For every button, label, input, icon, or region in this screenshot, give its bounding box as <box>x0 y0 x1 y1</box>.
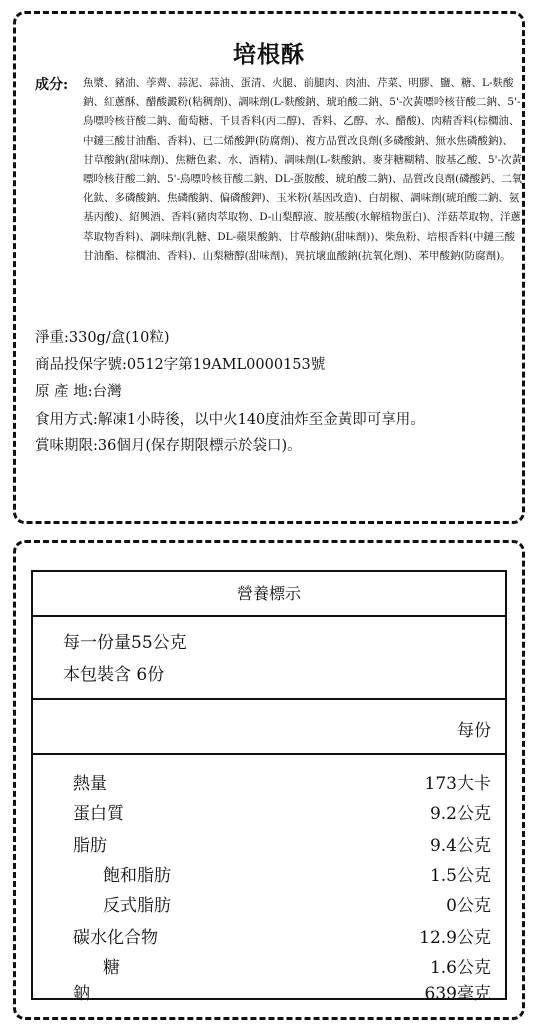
nutrient-value: 9.2公克 <box>429 804 491 824</box>
nutrient-value: 12.9公克 <box>419 928 491 948</box>
nutrient-row <box>33 979 505 1009</box>
nutrient-name: 糖 <box>103 958 120 978</box>
nutrient-row <box>33 891 505 921</box>
nutrient-name: 反式脂肪 <box>103 896 171 916</box>
product-title: 培根酥 <box>233 41 305 68</box>
serving-size: 每一份量55公克 <box>63 633 187 653</box>
nutrient-value: 173大卡 <box>424 774 491 794</box>
nutrient-name: 熱量 <box>73 774 107 794</box>
nutrient-row <box>33 831 505 861</box>
divider <box>33 753 505 755</box>
per-serving-header: 每份 <box>457 721 491 741</box>
license-number: 商品投保字號:0512字第19AML0000153號 <box>35 357 326 373</box>
nutrient-row <box>33 769 505 799</box>
nutrient-name: 飽和脂肪 <box>103 866 171 886</box>
nutrient-value: 9.4公克 <box>429 836 491 856</box>
origin: 原 產 地:台灣 <box>35 384 122 400</box>
nutrient-value: 1.5公克 <box>429 866 491 886</box>
nutrient-row <box>33 923 505 953</box>
servings-per-package: 本包裝含 6份 <box>63 665 165 685</box>
nutrition-title: 營養標示 <box>33 572 505 617</box>
net-weight: 淨重:330g/盒(10粒) <box>35 330 170 346</box>
nutrient-name: 蛋白質 <box>73 804 124 824</box>
ingredients-label: 成分: <box>35 77 69 93</box>
ingredients-text: 魚漿、豬油、荸薺、蒜泥、蒜油、蛋清、火腿、前腿肉、肉油、芹菜、明膠、鹽、糖、L-麩酸鈉、紅蔥酥、醋酸澱粉(粘稠劑)、調味劑(L-麩酸鈉、琥珀酸二鈉、5'-次黃嘌呤核苷酸二鈉、5'-鳥嘌呤核苷酸二鈉、葡萄糖、千貝香料(丙二醇)、香料、乙醇、水、醋酸)、肉精香料(棕櫚油、中鏈三酸甘油酯、香料)、已二烯酸鉀(防腐劑)、複方品質改良劑(多磷酸鈉、無水焦磷酸鈉)、甘草酸鈉(甜味劑)、焦糖色素、水、酒精)、調味劑(L-麩酸鈉、麥芽糖糊精、胺基乙酸、5'-次黃嘌呤核苷酸二鈉、5'-鳥嘌呤核苷酸二鈉、DL-蛋胺酸、琥珀酸二鈉)、品質改良劑(磷酸鈣、二氧化鈦、多磷酸鈉、焦磷酸鈉、偏磷酸鉀)、玉米粉(基因改造)、白胡椒、調味劑(琥珀酸二鈉、氨基丙酸)、紹興酒、香料(豬肉萃取物、D-山梨醇液、胺基酸(水解植物蛋白)、洋菇萃取物、洋蔥萃取物香料)、調味劑(乳糖、DL-蘋果酸鈉、甘草酸鈉(甜味劑))、柴魚粉、培根香料(中鏈三酸甘油酯、棕櫚油、香料)、山梨糖醇(甜味劑)、異抗壞血酸鈉(抗氧化劑)、苯甲酸鈉(防腐劑)。 <box>83 77 523 262</box>
usage-instructions: 食用方式:解凍1小時後，以中火140度油炸至金黃即可享用。 <box>35 412 425 428</box>
product-info-box <box>13 11 525 524</box>
nutrition-table <box>31 570 507 1004</box>
nutrient-row <box>33 799 505 829</box>
nutrient-name: 鈉 <box>73 984 90 1004</box>
nutrient-name: 碳水化合物 <box>73 928 158 948</box>
nutrition-box <box>13 540 525 1020</box>
nutrient-value: 0公克 <box>446 896 491 916</box>
nutrient-row <box>33 861 505 891</box>
divider <box>33 698 505 700</box>
nutrient-value: 639毫克 <box>424 984 491 1004</box>
nutrient-name: 脂肪 <box>73 836 107 856</box>
expiry-info: 賞味期限:36個月(保存期限標示於袋口)。 <box>35 438 302 454</box>
nutrient-value: 1.6公克 <box>429 958 491 978</box>
